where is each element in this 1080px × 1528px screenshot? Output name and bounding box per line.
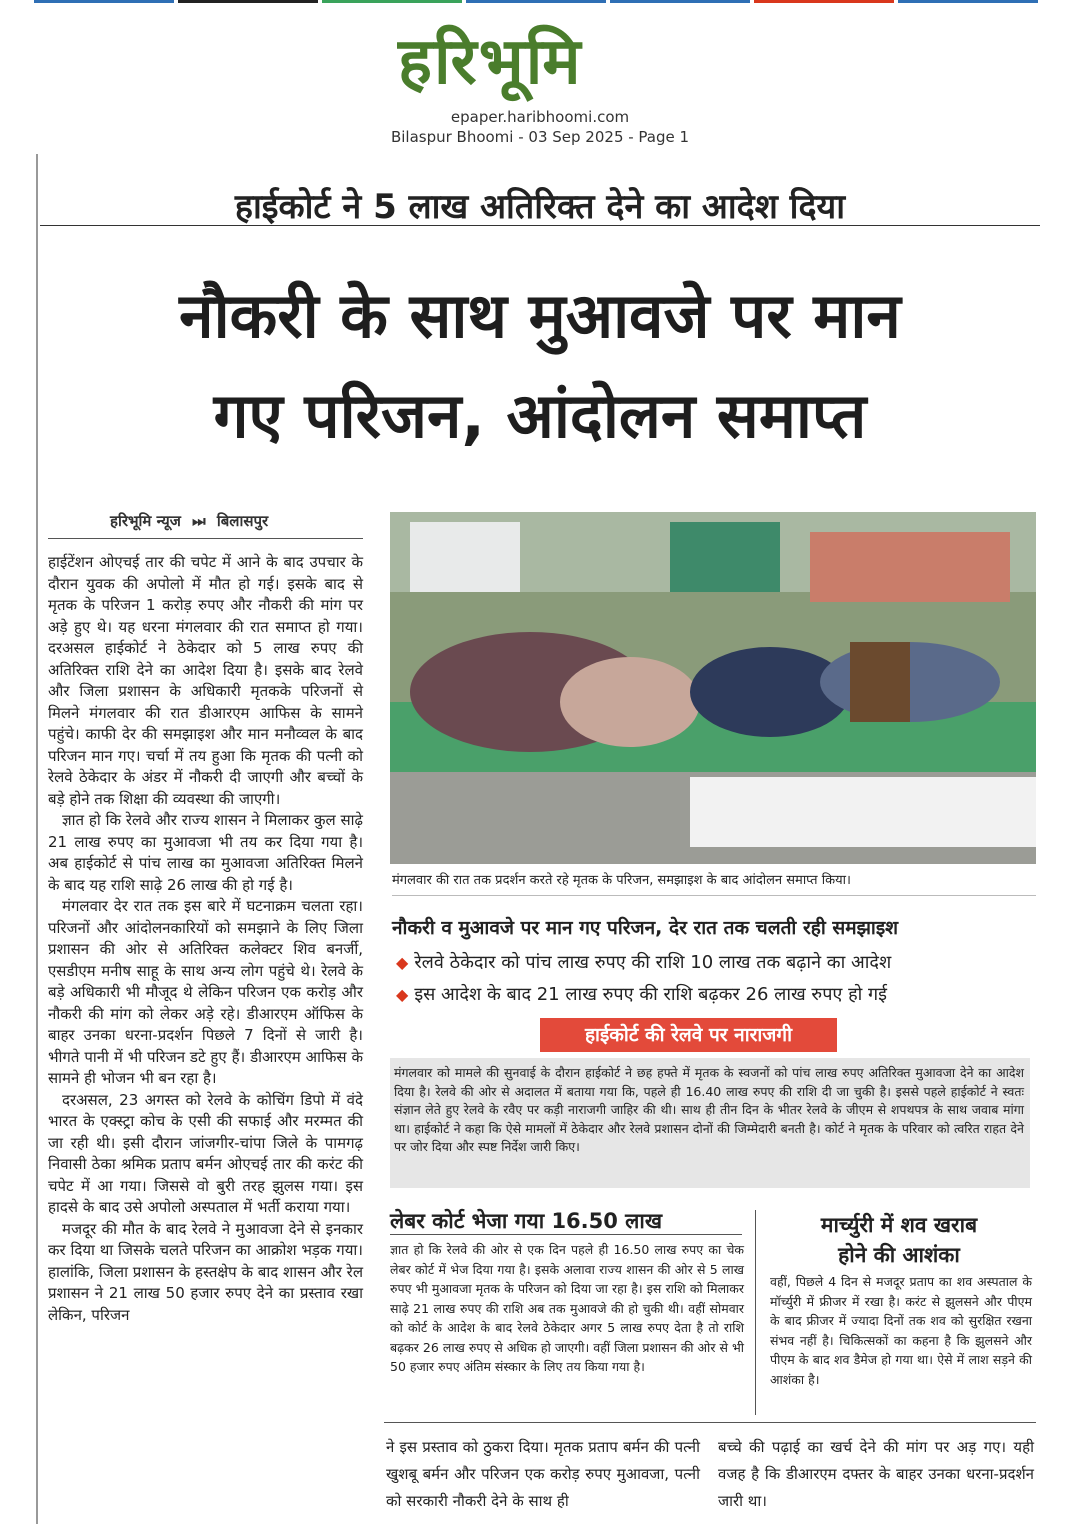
left-border (36, 154, 38, 1524)
paragraph-3: मंगलवार देर रात तक इस बारे में घटनाक्रम चलता रहा। परिजनों और आंदोलनकारियों को समझाने के लिए जिला प्रशासन की ओर से अतिरिक्त कलेक्टर शिव बनर्जी, एसडीएम मनीष साहू के साथ अन्य लोग पहुंचे थे। रेलवे के बड़े अधिकारी भी मौजूद थे लेकिन परिजन एक करोड़ और नौकरी की मांग को लेकर अड़े रहे। डीआरएम ऑफिस के बाहर उनका धरना-प्रदर्शन पिछले 7 दिनों से जारी है। भीगते पानी में भी परिजन डटे हुए हैं। डीआरएम आफिस के सामने ही भोजन भी बन रहा है। (48, 897, 363, 1087)
kicker: हाईकोर्ट ने 5 लाख अतिरिक्त देने का आदेश दिया (234, 187, 846, 227)
edition-info: Bilaspur Bhoomi - 03 Sep 2025 - Page 1 (390, 128, 690, 146)
highlight-bullet-1 (396, 950, 891, 974)
mortuary-head-line-2: होने की आशंका (838, 1243, 960, 1267)
labour-rule (390, 1234, 742, 1235)
diamond-icon: ◆ (396, 953, 409, 972)
bottom-right-column: बच्चे की पढ़ाई का खर्च देने की मांग पर अड़ गए। यही वजह है कि डीआरएम दफ्तर के बाहर उनका धरना-प्रदर्शन जारी था। (718, 1438, 1034, 1510)
photo-caption: मंगलवार की रात तक प्रदर्शन करते रहे मृतक के परिजन, समझाइश के बाद आंदोलन समाप्त किया। (392, 873, 851, 888)
byline-place: बिलासपुर (216, 512, 269, 530)
highlight-bullet-2 (396, 982, 887, 1006)
left-column (48, 552, 363, 1326)
mortuary-head (768, 1210, 1030, 1270)
paragraph-1: हाईटेंशन ओएचई तार की चपेट में आने के बाद उपचार के दौरान युवक की अपोलो में मौत हो गई। इसके बाद से मृतक के परिजन 1 करोड़ रुपए और नौकरी की मांग पर अड़े हुए थे। यह धरना मंगलवार की रात समाप्त हो गया। दरअसल हाईकोर्ट ने ठेकेदार को 5 लाख रुपए की अतिरिक्त राशि देने का आदेश दिया है। इसके बाद रेलवे और जिला प्रशासन के अधिकारी मृतकके परिजनों से मिलने मंगलवार की रात डीआरएम आफिस के सामने पहुंचे। काफी देर की समझाइश और मान मनौव्वल के बाद परिजन मान गए। चर्चा में तय हुआ कि मृतक की पत्नी को रेलवे ठेकेदार के अंडर में नौकरी दी जाएगी और बच्चों के बड़े होने तक शिक्षा की व्यवस्था की जाएगी। (48, 553, 363, 808)
protest-photo (390, 512, 1036, 864)
byline-source: हरिभूमि न्यूज (110, 512, 181, 530)
highlight-head: नौकरी व मुआवजे पर मान गए परिजन, देर रात तक चलती रही समझाइश (392, 917, 899, 939)
paragraph-2: ज्ञात हो कि रेलवे और राज्य शासन ने मिलाकर कुल साढ़े 21 लाख रुपए का मुआवजा भी तय कर दिया गया है। अब हाईकोर्ट से पांच लाख का मुआवजा अतिरिक्त मिलने के बाद यह राशि साढ़े 26 लाख की हो गई है। (48, 811, 363, 894)
bottom-rule (384, 1422, 1036, 1423)
mortuary-text: वहीं, पिछले 4 दिन से मजदूर प्रताप का शव अस्पताल के मॉर्च्युरी में फ्रीजर में रखा है। करंट से झुलसने और पीएम के बाद फ्रीजर में ज्यादा दिनों तक शव को सुरक्षित रखना संभव नहीं है। चिकित्सकों का कहना है कि झुलसने और पीएम के बाद शव डैमेज हो गया था। ऐसे में लाश सड़ने की आशंका है। (770, 1274, 1032, 1387)
diamond-icon: ◆ (396, 985, 409, 1004)
byline-rule (48, 538, 363, 539)
headline (40, 266, 1040, 466)
bullet-text-2: इस आदेश के बाद 21 लाख रुपए की राशि बढ़कर 26 लाख रुपए हो गई (414, 984, 888, 1005)
haribhoomi-logo[interactable]: हरिभूमि (398, 25, 583, 99)
top-color-strip (0, 0, 1080, 4)
headline-line-2: गए परिजन, आंदोलन समाप्त (213, 379, 867, 452)
caption-rule (392, 895, 1036, 896)
paragraph-5: मजदूर की मौत के बाद रेलवे ने मुआवजा देने से इनकार कर दिया था जिसके चलते परिजन का आक्रोश भड़क गया। हालांकि, जिला प्रशासन के हस्तक्षेप के बाद शासन और रेल प्रशासन ने 21 लाख 50 हजार रुपए देने का प्रस्ताव रखा लेकिन, परिजन (48, 1219, 363, 1324)
headline-line-1: नौकरी के साथ मुआवजे पर मान (179, 279, 901, 352)
mortuary-head-line-1: मार्च्युरी में शव खराब (820, 1213, 978, 1237)
byline (110, 511, 268, 531)
labour-court-text: ज्ञात हो कि रेलवे की ओर से एक दिन पहले ही 16.50 लाख रुपए का चेक लेबर कोर्ट में भेज दिया गया है। इसके अलावा राज्य शासन की ओर से 5 लाख रुपए भी मुआवजा मृतक के परिजन को दिया जा रहा है। इस राशि को मिलाकर साढ़े 21 लाख रुपए की राशि अब तक मुआवजे की हो चुकी थी। वहीं सोमवार को कोर्ट के आदेश के बाद रेलवे ठेकेदार अगर 5 लाख रुपए देता है तो राशि बढ़कर 26 लाख रुपए से अधिक हो जाएगी। वहीं जिला प्रशासन की ओर से भी 50 हजार रुपए अंतिम संस्कार के लिए तय किया गया है। (390, 1242, 744, 1374)
bottom-middle-column: ने इस प्रस्ताव को ठुकरा दिया। मृतक प्रताप बर्मन की पत्नी खुशबू बर्मन और परिजन एक करोड़ रुपए मुआवजा, पत्नी को सरकारी नौकरी देने के साथ ही (386, 1438, 700, 1510)
bullet-text-1: रेलवे ठेकेदार को पांच लाख रुपए की राशि 10 लाख तक बढ़ाने का आदेश (414, 952, 892, 973)
paragraph-4: दरअसल, 23 अगस्त को रेलवे के कोचिंग डिपो में वंदे भारत के एक्स्ट्रा कोच के एसी की सफाई और मरम्मत की जा रही थी। इसी दौरान जांजगीर-चांपा जिले के पामगढ़ निवासी ठेका श्रमिक प्रताप बर्मन ओएचई तार की करंट की चपेट में आ गया। जिससे वो बुरी तरह झुलस गया। इस हादसे के बाद उसे अपोलो अस्पताल में भर्ती कराया गया। (48, 1090, 363, 1216)
labour-court-head: लेबर कोर्ट भेजा गया 16.50 लाख (390, 1209, 663, 1233)
sub-divider (755, 1210, 756, 1415)
byline-arrow-icon: ⏭ (192, 512, 206, 530)
red-section-band: हाईकोर्ट की रेलवे पर नाराजगी (540, 1018, 837, 1052)
epaper-url[interactable]: epaper.haribhoomi.com (450, 108, 630, 126)
highcourt-box: मंगलवार को मामले की सुनवाई के दौरान हाईकोर्ट ने छह हफ्ते में मृतक के स्वजनों को पांच लाख रुपए अतिरिक्त मुआवजा देने का आदेश दिया है। रेलवे की ओर से अदालत में बताया गया कि, पहले ही 16.40 लाख रुपए की राशि दी जा चुकी है। इससे पहले हाईकोर्ट ने स्वतः संज्ञान लेते हुए रेलवे के रवैए पर कड़ी नाराजगी जाहिर की थी। साथ ही तीन दिन के भीतर रेलवे के जीएम से शपथपत्र के साथ जवाब मांगा था। हाईकोर्ट ने कहा कि ऐसे मामलों में ठेकेदार और रेलवे प्रशासन दोनों की जिम्मेदारी बनती है। कोर्ट ने मृतक के परिवार को त्वरित राहत देने पर जोर दिया और स्पष्ट निर्देश जारी किए। (390, 1058, 1030, 1188)
